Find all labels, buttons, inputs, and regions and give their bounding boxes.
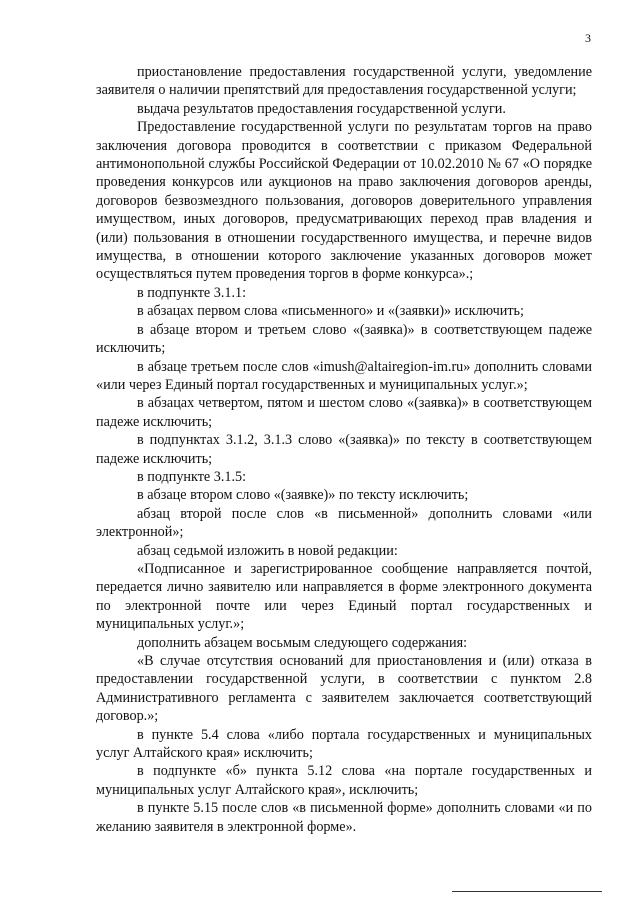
paragraph: в абзаце втором слово «(заявке)» по тексту исключить;	[137, 487, 469, 504]
paragraph: абзац второй после слов «в письменной» дополнить словами «или электронной»;	[96, 505, 592, 541]
paragraph: выдача результатов предоставления государственной услуги.	[137, 100, 506, 117]
paragraph: в пункте 5.15 после слов «в письменной форме» дополнить словами «и по желанию заявителя в электронной форме».	[96, 800, 592, 835]
paragraph: в абзацах четвертом, пятом и шестом слово «(заявка)» в соответствующем падеже исключить;	[96, 395, 592, 430]
page-number: 3	[585, 31, 591, 45]
document-body	[96, 63, 592, 836]
paragraph: «Подписанное и зарегистрированное сообщение направляется почтой, передается лично заявителю или направляется в форме электронного документа по электронной почте или через Единый портал государственных и муниципальных услуг.»;	[96, 560, 592, 633]
paragraph: Предоставление государственной услуги по результатам торгов на право заключения договора проводится в соответствии с приказом Федеральной антимонопольной службы Российской Федерации от 10.02.2010 № 67 «О порядке проведения конкурсов или аукционов на право заключения договоров аренды, договоров безвозмездного пользования, договоров доверительного управления имуществом, иных договоров, предусматривающих переход прав владения и (или) пользования в отношении государственного имущества, и перечне видов имущества, в отношении которого заключение указанных договоров может осуществляться путем проведения торгов в форме конкурса».;	[96, 119, 592, 283]
paragraph: в подпунктах 3.1.2, 3.1.3 слово «(заявка)» по тексту в соответствующем падеже исключить;	[96, 432, 592, 467]
paragraph: приостановление предоставления государственной услуги, уведомление заявителя о наличии препятствий для предоставления государственной услуги;	[96, 64, 592, 99]
paragraph: в абзацах первом слова «письменного» и «(заявки)» исключить;	[137, 303, 524, 320]
paragraph: в подпункте 3.1.1:	[137, 284, 247, 301]
paragraph: в абзаце третьем после слов «imush@altairegion-im.ru» дополнить словами «или через Единый портал государственных и муниципальных услуг.»;	[96, 358, 592, 393]
footer-divider	[452, 891, 602, 892]
paragraph: в абзаце втором и третьем слово «(заявка)» в соответствующем падеже исключить;	[96, 321, 592, 357]
paragraph: в подпункте «б» пункта 5.12 слова «на портале государственных и муниципальных услуг Алтайского края», исключить;	[96, 763, 592, 798]
paragraph: в пункте 5.4 слова «либо портала государственных и муниципальных услуг Алтайского края» исключить;	[96, 726, 592, 762]
paragraph: дополнить абзацем восьмым следующего содержания:	[137, 634, 468, 651]
paragraph: в подпункте 3.1.5:	[137, 468, 247, 485]
paragraph: «В случае отсутствия оснований для приостановления и (или) отказа в предоставлении государственной услуги, в соответствии с пунктом 2.8 Административного регламента с заявителем заключается соответствующий договор.»;	[96, 653, 592, 725]
paragraph: абзац седьмой изложить в новой редакции:	[137, 542, 398, 559]
